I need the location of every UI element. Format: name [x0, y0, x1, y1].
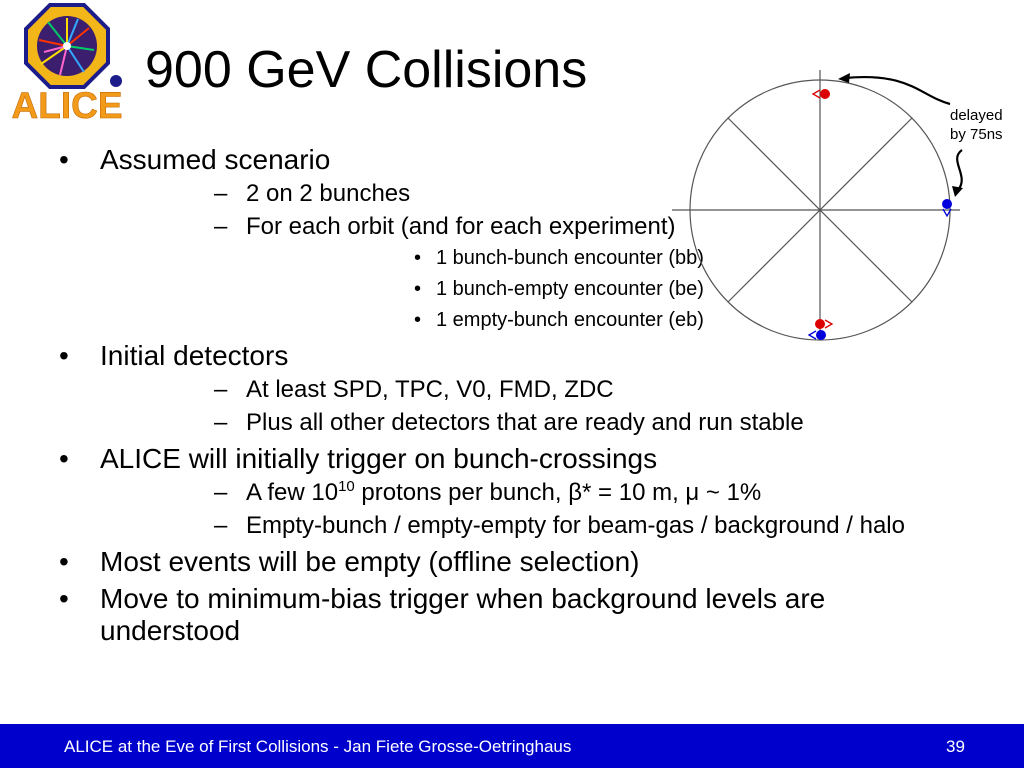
delay-annotation [950, 106, 1020, 144]
bunch-bottom-red [815, 319, 825, 329]
delay-arrow-top [845, 77, 950, 104]
arrow-left-red-icon [813, 90, 820, 98]
dash-marker: – [214, 180, 228, 207]
bullet-text: ALICE will initially trigger on bunch-crossings [100, 443, 658, 474]
dash-marker: – [214, 409, 228, 436]
bullet-marker: • [59, 546, 69, 577]
bullet-marker: • [59, 144, 69, 175]
arrow-right-red-icon [825, 320, 832, 328]
protons-text-pre: A few 10 [246, 479, 339, 506]
bullet-marker: • [414, 309, 422, 331]
sub-bullet-text: Empty-bunch / empty-empty for beam-gas / background / halo [246, 512, 905, 539]
footer-text: ALICE at the Eve of First Collisions - Jan Fiete Grosse-Oetringhaus [64, 737, 572, 756]
bullet-empty-events [0, 546, 1024, 578]
sub-bullet [100, 407, 1024, 438]
bullet-marker: • [59, 340, 69, 371]
bullet-text: Most events will be empty (offline selection) [100, 546, 640, 577]
sub-bullet-text [246, 477, 1024, 508]
alice-collision-logo-icon [4, 2, 130, 122]
bunch-bottom-blue [816, 330, 826, 340]
sub-bullet-text: 2 on 2 bunches [246, 180, 411, 207]
encounter-text: 1 empty-bunch encounter (eb) [436, 309, 704, 331]
sub-bullet [100, 374, 1024, 405]
delay-annotation-line1: delayed [950, 107, 1003, 124]
sub-bullet [100, 477, 1024, 508]
bullet-initial-detectors [0, 340, 1024, 438]
bullet-trigger [0, 443, 1024, 541]
bullet-marker: • [414, 247, 422, 269]
slide-title: 900 GeV Collisions [145, 41, 588, 99]
crossing-lines [672, 70, 960, 340]
sub-list [100, 374, 1024, 438]
bullet-min-bias [0, 583, 1024, 647]
page-number: 39 [946, 737, 965, 756]
protons-text-post: protons per bunch, β* = 10 m, μ ~ 1% [354, 479, 762, 506]
bullet-text: Initial detectors [100, 340, 289, 371]
bullet-marker: • [59, 443, 69, 474]
alice-logo-text: ALICE [11, 85, 123, 122]
bunch-right-blue [942, 199, 952, 209]
bunch-top-red [820, 89, 830, 99]
arrowhead-right-icon [952, 186, 963, 197]
arrow-left-blue-icon [809, 331, 816, 339]
dash-marker: – [214, 213, 228, 240]
bullet-text: Move to minimum-bias trigger when background levels are understood [100, 583, 826, 646]
dash-marker: – [214, 512, 228, 539]
sub-bullet-text: For each orbit (and for each experiment) [246, 213, 676, 240]
delay-annotation-line2: by 75ns [950, 126, 1003, 143]
sub-bullet-text: Plus all other detectors that are ready and run stable [246, 409, 804, 436]
delay-arrow-right [957, 150, 962, 190]
bullet-marker: • [59, 583, 69, 614]
sub-list [100, 477, 1024, 541]
sub-bullet-text: At least SPD, TPC, V0, FMD, ZDC [246, 376, 614, 403]
bullet-marker: • [414, 278, 422, 300]
encounter-text: 1 bunch-empty encounter (be) [436, 278, 704, 300]
protons-exponent: 10 [338, 478, 355, 495]
bullet-text: Assumed scenario [100, 144, 331, 175]
sub-bullet [100, 510, 1024, 541]
dash-marker: – [214, 479, 228, 506]
dash-marker: – [214, 376, 228, 403]
encounter-text: 1 bunch-bunch encounter (bb) [436, 247, 704, 269]
alice-logo [4, 2, 130, 122]
footer-bar [0, 724, 1024, 768]
